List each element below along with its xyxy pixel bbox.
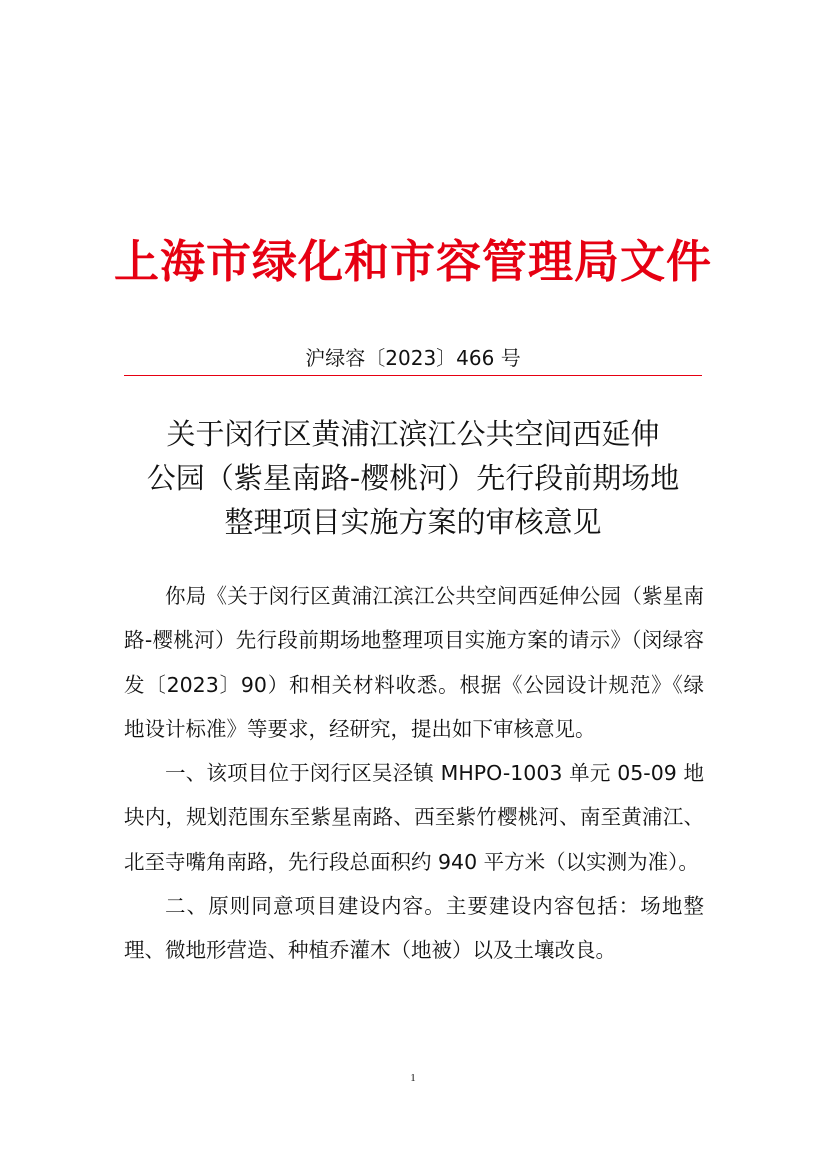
document-header-title: 上海市绿化和市容管理局文件 <box>113 235 712 288</box>
body-paragraph: 你局《关于闵行区黄浦江滨江公共空间西延伸公园（紫星南路-樱桃河）先行段前期场地整理项目实施方案的请示》（闵绿容发〔2023〕90）和相关材料收悉。根据《公园设计规范》《绿地设计标准》等要求，经研究，提出如下审核意见。 <box>124 584 704 741</box>
heading-line: 整理项目实施方案的审核意见 <box>224 505 602 539</box>
heading-line: 关于闵行区黄浦江滨江公共空间西延伸 <box>166 417 660 451</box>
red-divider-line <box>124 375 702 376</box>
document-number: 沪绿容〔2023〕466 号 <box>305 346 521 370</box>
heading-line: 公园（紫星南路-樱桃河）先行段前期场地 <box>146 461 680 495</box>
body-paragraph: 二、原则同意项目建设内容。主要建设内容包括：场地整理、微地形营造、种植乔灌木（地被）以及土壤改良。 <box>124 894 704 963</box>
page-number: 1 <box>410 1072 416 1084</box>
body-paragraph: 一、该项目位于闵行区吴泾镇 MHPO-1003 单元 05-09 地块内，规划范围东至紫星南路、西至紫竹樱桃河、南至黄浦江、北至寺嘴角南路，先行段总面积约 940 平方米（以实测为准）。 <box>124 761 704 874</box>
document-heading <box>100 412 726 544</box>
document-body <box>124 574 704 973</box>
